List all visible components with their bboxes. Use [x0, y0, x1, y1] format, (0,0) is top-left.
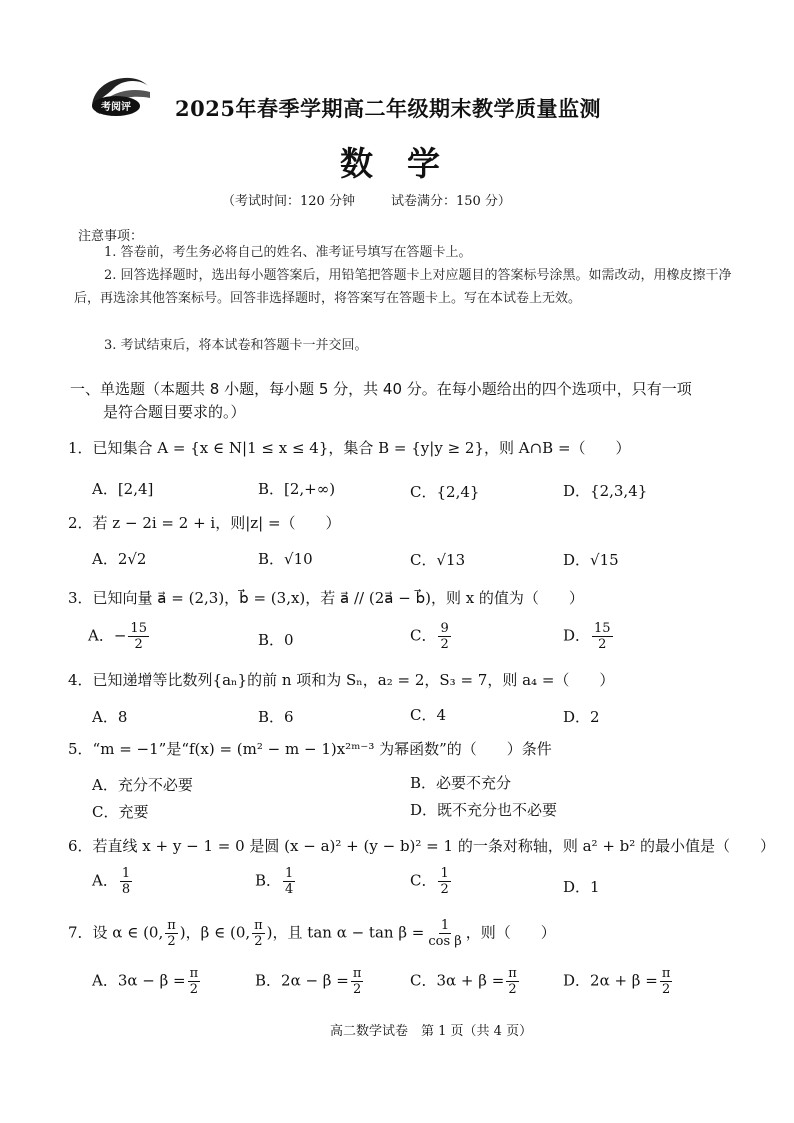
question-2-option-a: A．2√2 — [92, 550, 147, 568]
page-footer: 高二数学试卷 第 1 页（共 4 页） — [330, 1024, 533, 1039]
fraction: $\frac{\pi}{2}$ — [661, 966, 671, 997]
question-4-option-c: C．4 — [410, 706, 447, 724]
question-6-option-b: B． $\frac{1}{4}$ — [255, 866, 294, 897]
exam-info — [222, 190, 511, 209]
section-line-2: 是符合题目要求的。） — [103, 403, 246, 421]
question-4-stem: 4．已知递增等比数列{aₙ}的前 n 项和为 Sₙ，a₂ = 2，S₃ = 7，则 a₄ =（ ） — [68, 671, 615, 689]
fraction: $\frac{15}{2}$ — [594, 621, 611, 652]
question-3-stem: 3．已知向量 a⃗ = (2,3)，b⃗ = (3,x)，若 a⃗ // (2a⃗ − b⃗)，则 x 的值为（ ） — [68, 589, 584, 607]
logo — [84, 68, 154, 122]
notice-heading: 注意事项： — [78, 229, 144, 244]
question-3-option-d: D． $\frac{15}{2}$ — [563, 621, 611, 652]
fraction: $\frac{\pi}{2}$ — [189, 966, 199, 997]
fraction: $\frac{\pi}{2}$ — [352, 966, 362, 997]
question-5-option-c: C．充要 — [92, 803, 149, 821]
notice-item-1: 1. 答卷前，考生务必将自己的姓名、准考证号填写在答题卡上。 — [104, 245, 472, 260]
fraction: $\frac{9}{2}$ — [440, 621, 449, 652]
question-2-stem: 2．若 z − 2i = 2 + i，则|z| =（ ） — [68, 514, 341, 532]
exam-title: 2025年春季学期高二年级期末教学质量监测 — [175, 96, 601, 121]
question-1-option-c: C．{2,4} — [410, 483, 480, 501]
question-7-option-a: A．3α − β = $\frac{\pi}{2}$ — [92, 966, 199, 997]
notice-item-3: 3. 考试结束后，将本试卷和答题卡一并交回。 — [104, 338, 368, 353]
question-6-option-c: C． $\frac{1}{2}$ — [410, 866, 449, 897]
fraction: $\frac{1}{4}$ — [285, 866, 294, 897]
fraction: $\frac{1}{2}$ — [440, 866, 449, 897]
question-1-stem: 1．已知集合 A = {x ∈ N|1 ≤ x ≤ 4}，集合 B = {y|y ≥ 2}，则 A∩B =（ ） — [68, 439, 631, 457]
question-4-option-b: B．6 — [258, 708, 294, 726]
fraction: $\frac{1}{8}$ — [121, 866, 131, 897]
question-7-option-d: D．2α + β = $\frac{\pi}{2}$ — [563, 966, 671, 997]
fraction: $\frac{1}{\text{cos β}}$ — [428, 918, 462, 949]
question-2-option-d: D．√15 — [563, 551, 619, 569]
subject-title: 数学 — [340, 144, 474, 183]
logo-text: 考阅评 — [101, 102, 131, 113]
question-7-option-b: B．2α − β = $\frac{\pi}{2}$ — [255, 966, 362, 997]
question-3-option-c: C． $\frac{9}{2}$ — [410, 621, 449, 652]
exam-time: （考试时间：120 分钟 — [222, 194, 355, 209]
question-5-option-d: D．既不充分也不必要 — [410, 801, 558, 819]
question-5-option-a: A．充分不必要 — [92, 776, 193, 794]
section-heading — [70, 378, 740, 424]
fraction: $\frac{\pi}{2}$ — [167, 918, 176, 949]
question-4-option-a: A．8 — [92, 708, 128, 726]
question-3-option-b: B．0 — [258, 631, 294, 649]
question-1-option-d: D．{2,3,4} — [563, 482, 648, 500]
question-6-stem: 6．若直线 x + y − 1 = 0 是圆 (x − a)² + (y − b)² = 1 的一条对称轴，则 a² + b² 的最小值是（ ） — [68, 837, 776, 855]
question-4-option-d: D．2 — [563, 708, 600, 726]
notice-item-2: 2. 回答选择题时，选出每小题答案后，用铅笔把答题卡上对应题目的答案标号涂黑。如需改动，用橡皮擦干净后，再选涂其他答案标号。回答非选择题时，将答案写在答题卡上。写在本试卷上无效。 — [74, 268, 732, 306]
fraction: $\frac{\pi}{2}$ — [508, 966, 517, 997]
question-3-option-a: A．− $\frac{15}{2}$ — [88, 621, 147, 652]
question-1-option-a: A．[2,4] — [92, 480, 154, 498]
question-2-option-c: C．√13 — [410, 551, 466, 569]
question-6-option-d: D．1 — [563, 878, 600, 896]
exam-score: 试卷满分：150 分） — [390, 194, 511, 209]
fraction: $\frac{\pi}{2}$ — [254, 918, 263, 949]
question-7-stem: 7．设 α ∈ (0, $\frac{\pi}{2}$ )，β ∈ (0, $\frac{\pi}{2}$ )，且 tan α − tan β = $\frac{1}{\text{cos β}}$ ，则（ ） — [68, 918, 556, 949]
question-5-stem: 5．“m = −1”是“f(x) = (m² − m − 1)x²ᵐ⁻³ 为幂函数”的（ ）条件 — [68, 740, 552, 758]
question-1-option-b: B．[2,+∞) — [258, 480, 336, 498]
question-2-option-b: B．√10 — [258, 550, 313, 568]
question-7-option-c: C．3α + β = $\frac{\pi}{2}$ — [410, 966, 517, 997]
question-6-option-a: A． $\frac{1}{8}$ — [92, 866, 131, 897]
question-5-option-b: B．必要不充分 — [410, 774, 512, 792]
section-line-1: 一、单选题（本题共 8 小题，每小题 5 分，共 40 分。在每小题给出的四个选项中，只有一项 — [70, 380, 692, 398]
fraction: $\frac{15}{2}$ — [130, 621, 147, 652]
